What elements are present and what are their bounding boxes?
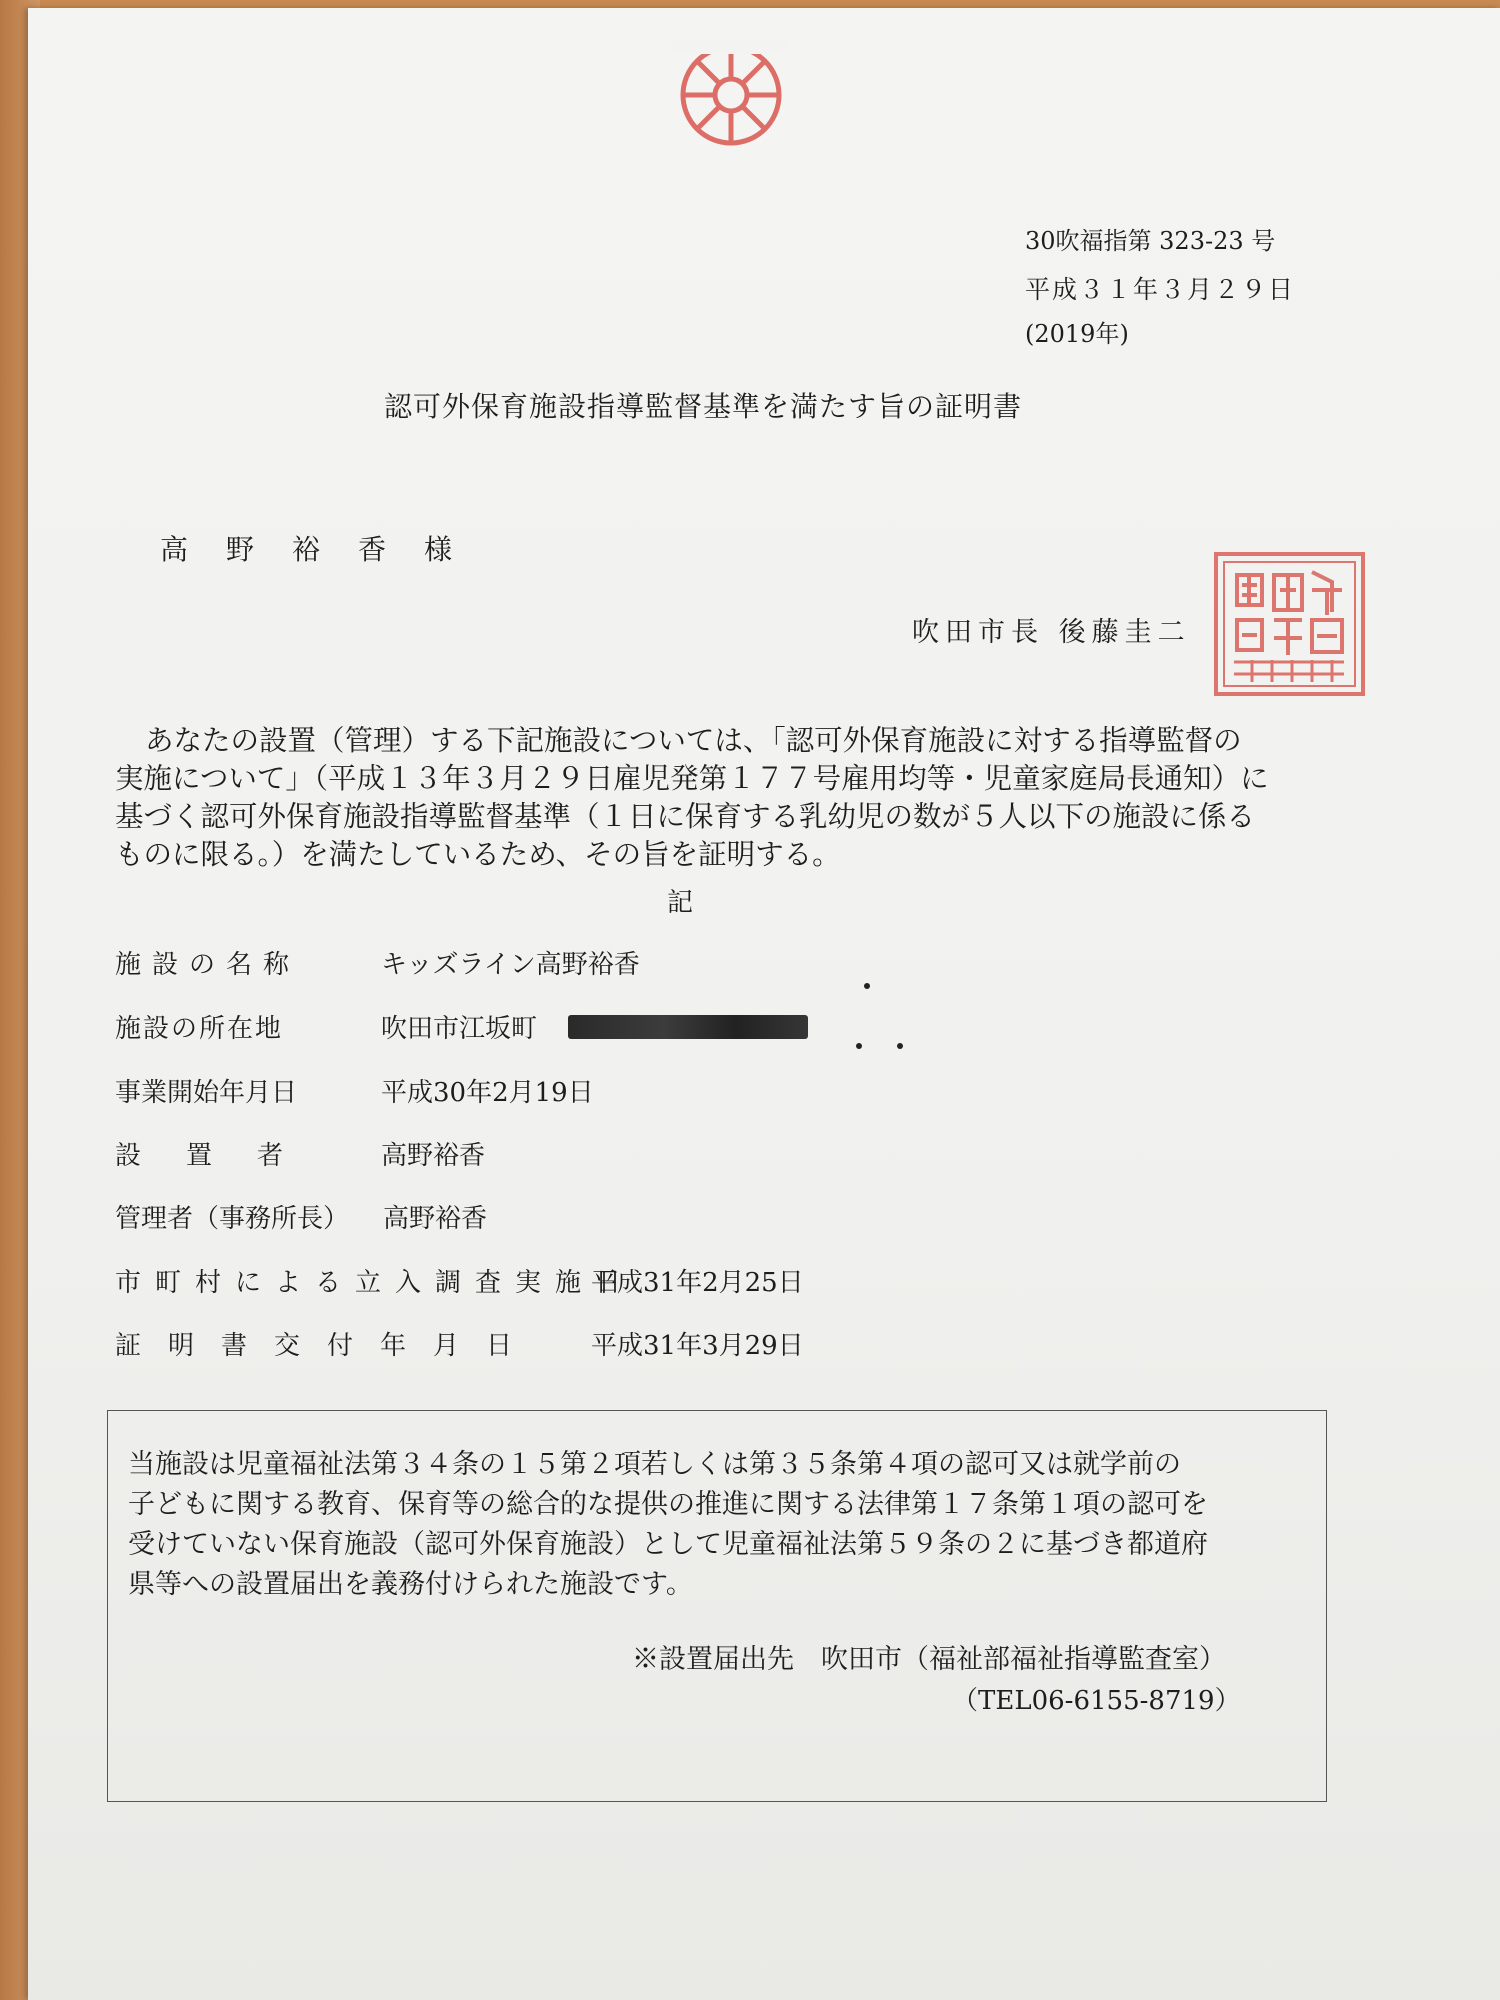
ki-heading: 記 <box>667 888 694 918</box>
notice-text <box>128 1445 1208 1605</box>
body-line: あなたの設置（管理）する下記施設については、「認可外保育施設に対する指導監督の <box>145 724 1242 757</box>
facility-name-value: キッズライン高野裕香 <box>381 950 640 980</box>
location-label: 施設の所在地 <box>115 1014 284 1044</box>
facility-name-label: 施設の名称 <box>115 950 301 980</box>
ink-dot <box>864 983 870 989</box>
founder-label: 設置者 <box>115 1141 329 1171</box>
document-number: 30吹福指第 323-23 号 <box>1025 227 1276 255</box>
certificate-body <box>115 722 1315 874</box>
notice-line: 子どもに関する教育、保育等の総合的な提供の推進に関する法律第１７条第１項の認可を <box>128 1489 1208 1520</box>
manager-label: 管理者（事務所長） <box>115 1204 350 1234</box>
issue-date-header: 平成３１年３月２９日 <box>1025 275 1296 304</box>
submission-destination: ※設置届出先 吹田市（福祉部福祉指導監査室） <box>632 1644 1226 1675</box>
city-emblem-seal-icon <box>672 40 790 158</box>
notice-line: 受けていない保育施設（認可外保育施設）として児童福祉法第５９条の２に基づき都道府 <box>128 1529 1208 1560</box>
start-date-value: 平成30年2月19日 <box>381 1078 594 1108</box>
manager-value: 高野裕香 <box>383 1204 488 1234</box>
start-date-label: 事業開始年月日 <box>115 1078 298 1108</box>
inspection-value: 平成31年2月25日 <box>591 1268 804 1298</box>
body-line: 実施について」（平成１３年３月２９日雇児発第１７７号雇用均等・児童家庭局長通知）に <box>115 762 1269 795</box>
founder-value: 高野裕香 <box>381 1141 486 1171</box>
recipient-name: 高野裕香様 <box>160 533 491 566</box>
year-western: (2019年) <box>1025 320 1129 348</box>
body-line: 基づく認可外保育施設指導監督基準（１日に保育する乳幼児の数が５人以下の施設に係る <box>115 800 1256 833</box>
ink-dot <box>856 1043 862 1049</box>
official-mayor-seal-icon <box>1212 550 1367 698</box>
ink-dot <box>897 1043 903 1049</box>
redaction-mark <box>568 1015 808 1039</box>
inspection-label: 市町村による立入調査実施日 <box>115 1268 636 1298</box>
location-value: 吹田市江坂町 <box>381 1014 538 1044</box>
telephone-number: （TEL06-6155-8719） <box>952 1686 1241 1716</box>
issue-value: 平成31年3月29日 <box>591 1331 804 1361</box>
issuer-name: 吹田市長 後藤圭二 <box>912 617 1191 648</box>
body-line: ものに限る。）を満たしているため、その旨を証明する。 <box>115 838 841 871</box>
document-title: 認可外保育施設指導監督基準を満たす旨の証明書 <box>384 390 1023 423</box>
notice-line: 当施設は児童福祉法第３４条の１５第２項若しくは第３５条第４項の認可又は就学前の <box>128 1449 1181 1480</box>
notice-line: 県等への設置届出を義務付けられた施設です。 <box>128 1569 693 1600</box>
issue-label: 証明書交付年月日 <box>115 1331 540 1361</box>
